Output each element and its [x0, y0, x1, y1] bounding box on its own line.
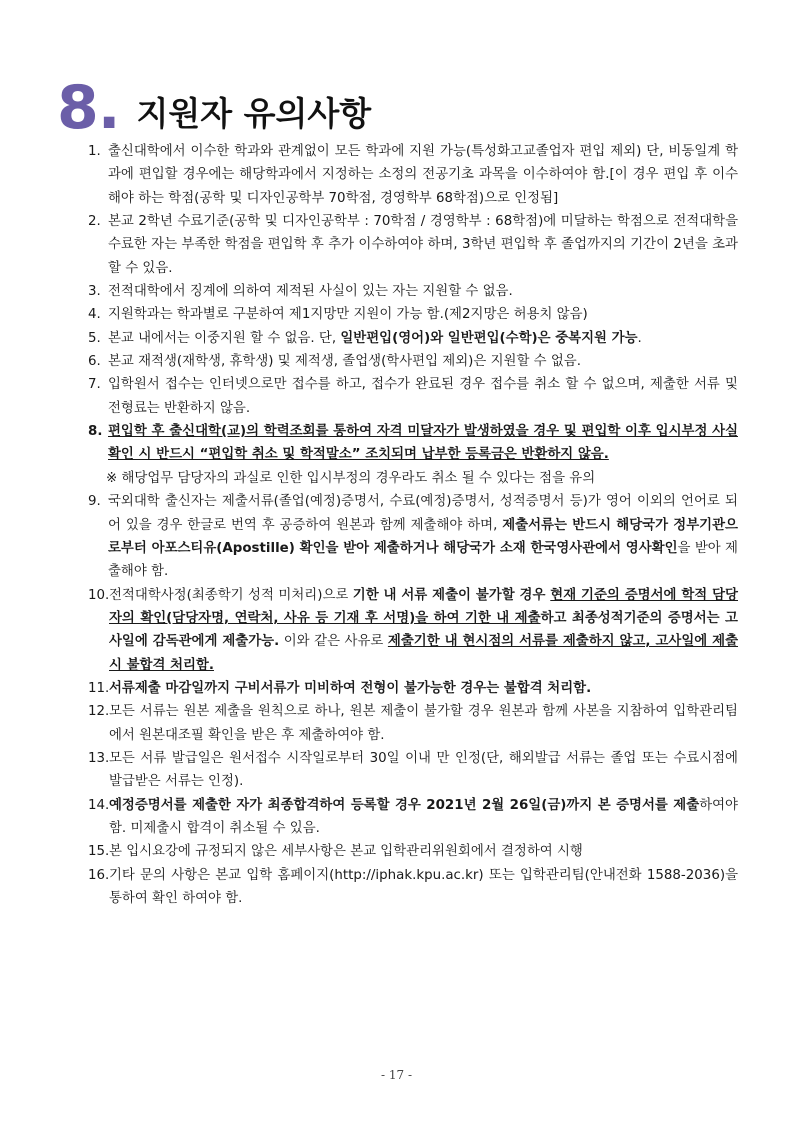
item-text: 모든 서류 발급일은 원서접수 시작일로부터 30일 이내 만 인정(단, 해외발급 서류는 졸업 또는 수료시점에 발급받은 서류는 인정). — [109, 750, 738, 790]
list-item — [88, 677, 738, 700]
item-text-bold: 제출서류는 반드시 해당국가 정부기관으로부터 아포스티유(Apostille) 확인을 받아 제출하거나 해당국가 소재 한국영사관에서 영사확인 — [108, 517, 738, 556]
item-text: 본교 내에서는 이중지원 할 수 없음. 단, — [108, 330, 341, 346]
list-item — [88, 303, 738, 326]
item-text: 이와 같은 사유로 — [279, 634, 388, 650]
list-item — [88, 700, 738, 747]
list-item — [88, 840, 738, 863]
list-item — [88, 140, 738, 210]
list-item — [88, 584, 738, 677]
item-text: 하여야함. 미제출시 합격이 취소될 수 있음. — [109, 797, 738, 836]
item-text: 본교 2학년 수료기준(공학 및 디자인공학부 : 70학점 / 경영학부 : 68학점)에 미달하는 학점으로 전적대학을 수료한 자는 부족한 학점을 편입학 후 추가 이수하여야 하며, 3학년 편입학 후 졸업까지의 기간이 2년을 초과할 수 있음. — [108, 214, 738, 276]
item-number: 15. — [88, 844, 110, 860]
item-number: 3. — [88, 284, 101, 300]
item-number: 13. — [88, 750, 110, 766]
list-item — [88, 490, 738, 583]
item-number: 7. — [88, 377, 101, 393]
item-number: 9. — [88, 494, 101, 510]
list-item — [88, 794, 738, 841]
item-number: 14. — [88, 797, 110, 813]
item-number: 8. — [88, 424, 103, 440]
item-number: 2. — [88, 214, 101, 230]
item-text: 국외대학 출신자는 제출서류(졸업(예정)증명서, 수료(예정)증명서, 성적증명서 등)가 영어 이외의 언어로 되어 있을 경우 한글로 번역 후 공증하여 원본과 함께 제출해야 하며, — [108, 494, 738, 533]
item-number: 1. — [88, 144, 101, 159]
list-item — [88, 327, 738, 350]
notice-list — [88, 140, 738, 910]
item-text: 본교 재적생(재학생, 휴학생) 및 제적생, 졸업생(학사편입 제외)은 지원할 수 없음. — [108, 354, 581, 370]
item-number: 12. — [88, 704, 110, 720]
caution-note: ※ 해당업무 담당자의 과실로 인한 입시부정의 경우라도 취소 될 수 있다는 점을 유의 — [106, 470, 596, 486]
item-text-bold-underline: 편입학 후 출신대학(교)의 학력조회를 통하여 자격 미달자가 발생하였을 경우 및 편입학 이후 입시부정 사실 확인 시 반드시 “편입학 취소 및 학적말소” 조치되며 납부한 등록금은 반환하지 않음. — [108, 424, 738, 463]
item-text: . — [637, 330, 642, 346]
item-number: 6. — [88, 354, 101, 370]
section-number: 8 — [57, 73, 98, 143]
list-item — [88, 864, 738, 911]
item-text-bold: 하고 최종성적기준의 증명서는 고사일에 감독관에게 제출가능. — [109, 610, 738, 650]
item-text: 기타 문의 사항은 본교 입학 홈페이지(http://iphak.kpu.ac.kr) 또는 입학관리팀(안내전화 1588-2036)을 통하여 확인 하여야 함. — [109, 867, 738, 906]
page-number: - 17 - — [380, 1068, 412, 1082]
item-text-bold: 서류제출 마감일까지 구비서류가 미비하여 전형이 불가능한 경우는 불합격 처리함. — [109, 680, 592, 696]
item-number: 11. — [88, 680, 110, 696]
item-number: 5. — [88, 330, 101, 346]
section-heading — [57, 73, 372, 143]
list-item — [88, 747, 738, 794]
item-text: 모든 서류는 원본 제출을 원칙으로 하나, 원본 제출이 불가할 경우 원본과 함께 사본을 지참하여 입학관리팀에서 원본대조필 확인을 받은 후 제출하여야 함. — [109, 704, 738, 743]
section-title: 지원자 유의사항 — [136, 94, 372, 133]
item-text: 전적대학에서 징계에 의하여 제적된 사실이 있는 자는 지원할 수 없음. — [108, 284, 513, 300]
list-item — [88, 280, 738, 303]
list-item — [88, 420, 738, 467]
item-text: 지원학과는 학과별로 구분하여 제1지망만 지원이 가능 함.(제2지망은 허용치 않음) — [108, 307, 588, 323]
item-text: 전적대학사정(최종학기 성적 미처리)으로 — [109, 587, 353, 603]
list-item — [88, 210, 738, 280]
item-text-bold: 기한 내 서류 제출이 불가할 경우 — [352, 587, 551, 603]
item-text: 출신대학에서 이수한 학과와 관계없이 모든 학과에 지원 가능(특성화고교졸업자 편입 제외) 단, 비동일계 학과에 편입할 경우에는 해당학과에서 지정하는 소정의 전공기초 과목을 이수하여야 함.[이 경우 편입 후 이수해야 하는 학점(공학 및 디자인공학부 70학점, 경영학부 68학점)으로 인정됨] — [108, 144, 738, 206]
item-number: 16. — [88, 867, 110, 883]
item-text: 입학원서 접수는 인터넷으로만 접수를 하고, 접수가 완료된 경우 접수를 취소 할 수 없으며, 제출한 서류 및 전형료는 반환하지 않음. — [108, 377, 738, 416]
item-text-bold: 일반편입(영어)와 일반편입(수학)은 중복지원 가능 — [340, 330, 638, 346]
item-text-bold-underline: 현재 기준의 증명서에 학적 담당자의 확인(담당자명, 연락처, 사유 등 기재 후 서명)을 하여 기한 내 제출 — [109, 587, 738, 626]
list-item — [88, 350, 738, 373]
section-number-dot: . — [97, 73, 121, 143]
list-item — [88, 373, 738, 420]
item-text-bold: 예정증명서를 제출한 자가 최종합격하여 등록할 경우 2021년 2월 26일(금)까지 본 증명서를 제출 — [109, 797, 700, 813]
item-text-bold-underline: 제출기한 내 현시점의 서류를 제출하지 않고, 고사일에 제출 시 불합격 처리함. — [109, 634, 739, 673]
item-number: 10. — [88, 587, 110, 603]
item-text: 을 받아 제출해야 함. — [108, 540, 738, 580]
item-number: 4. — [88, 307, 101, 323]
item-text: 본 입시요강에 규정되지 않은 세부사항은 본교 입학관리위원회에서 결정하여 시행 — [109, 844, 583, 860]
